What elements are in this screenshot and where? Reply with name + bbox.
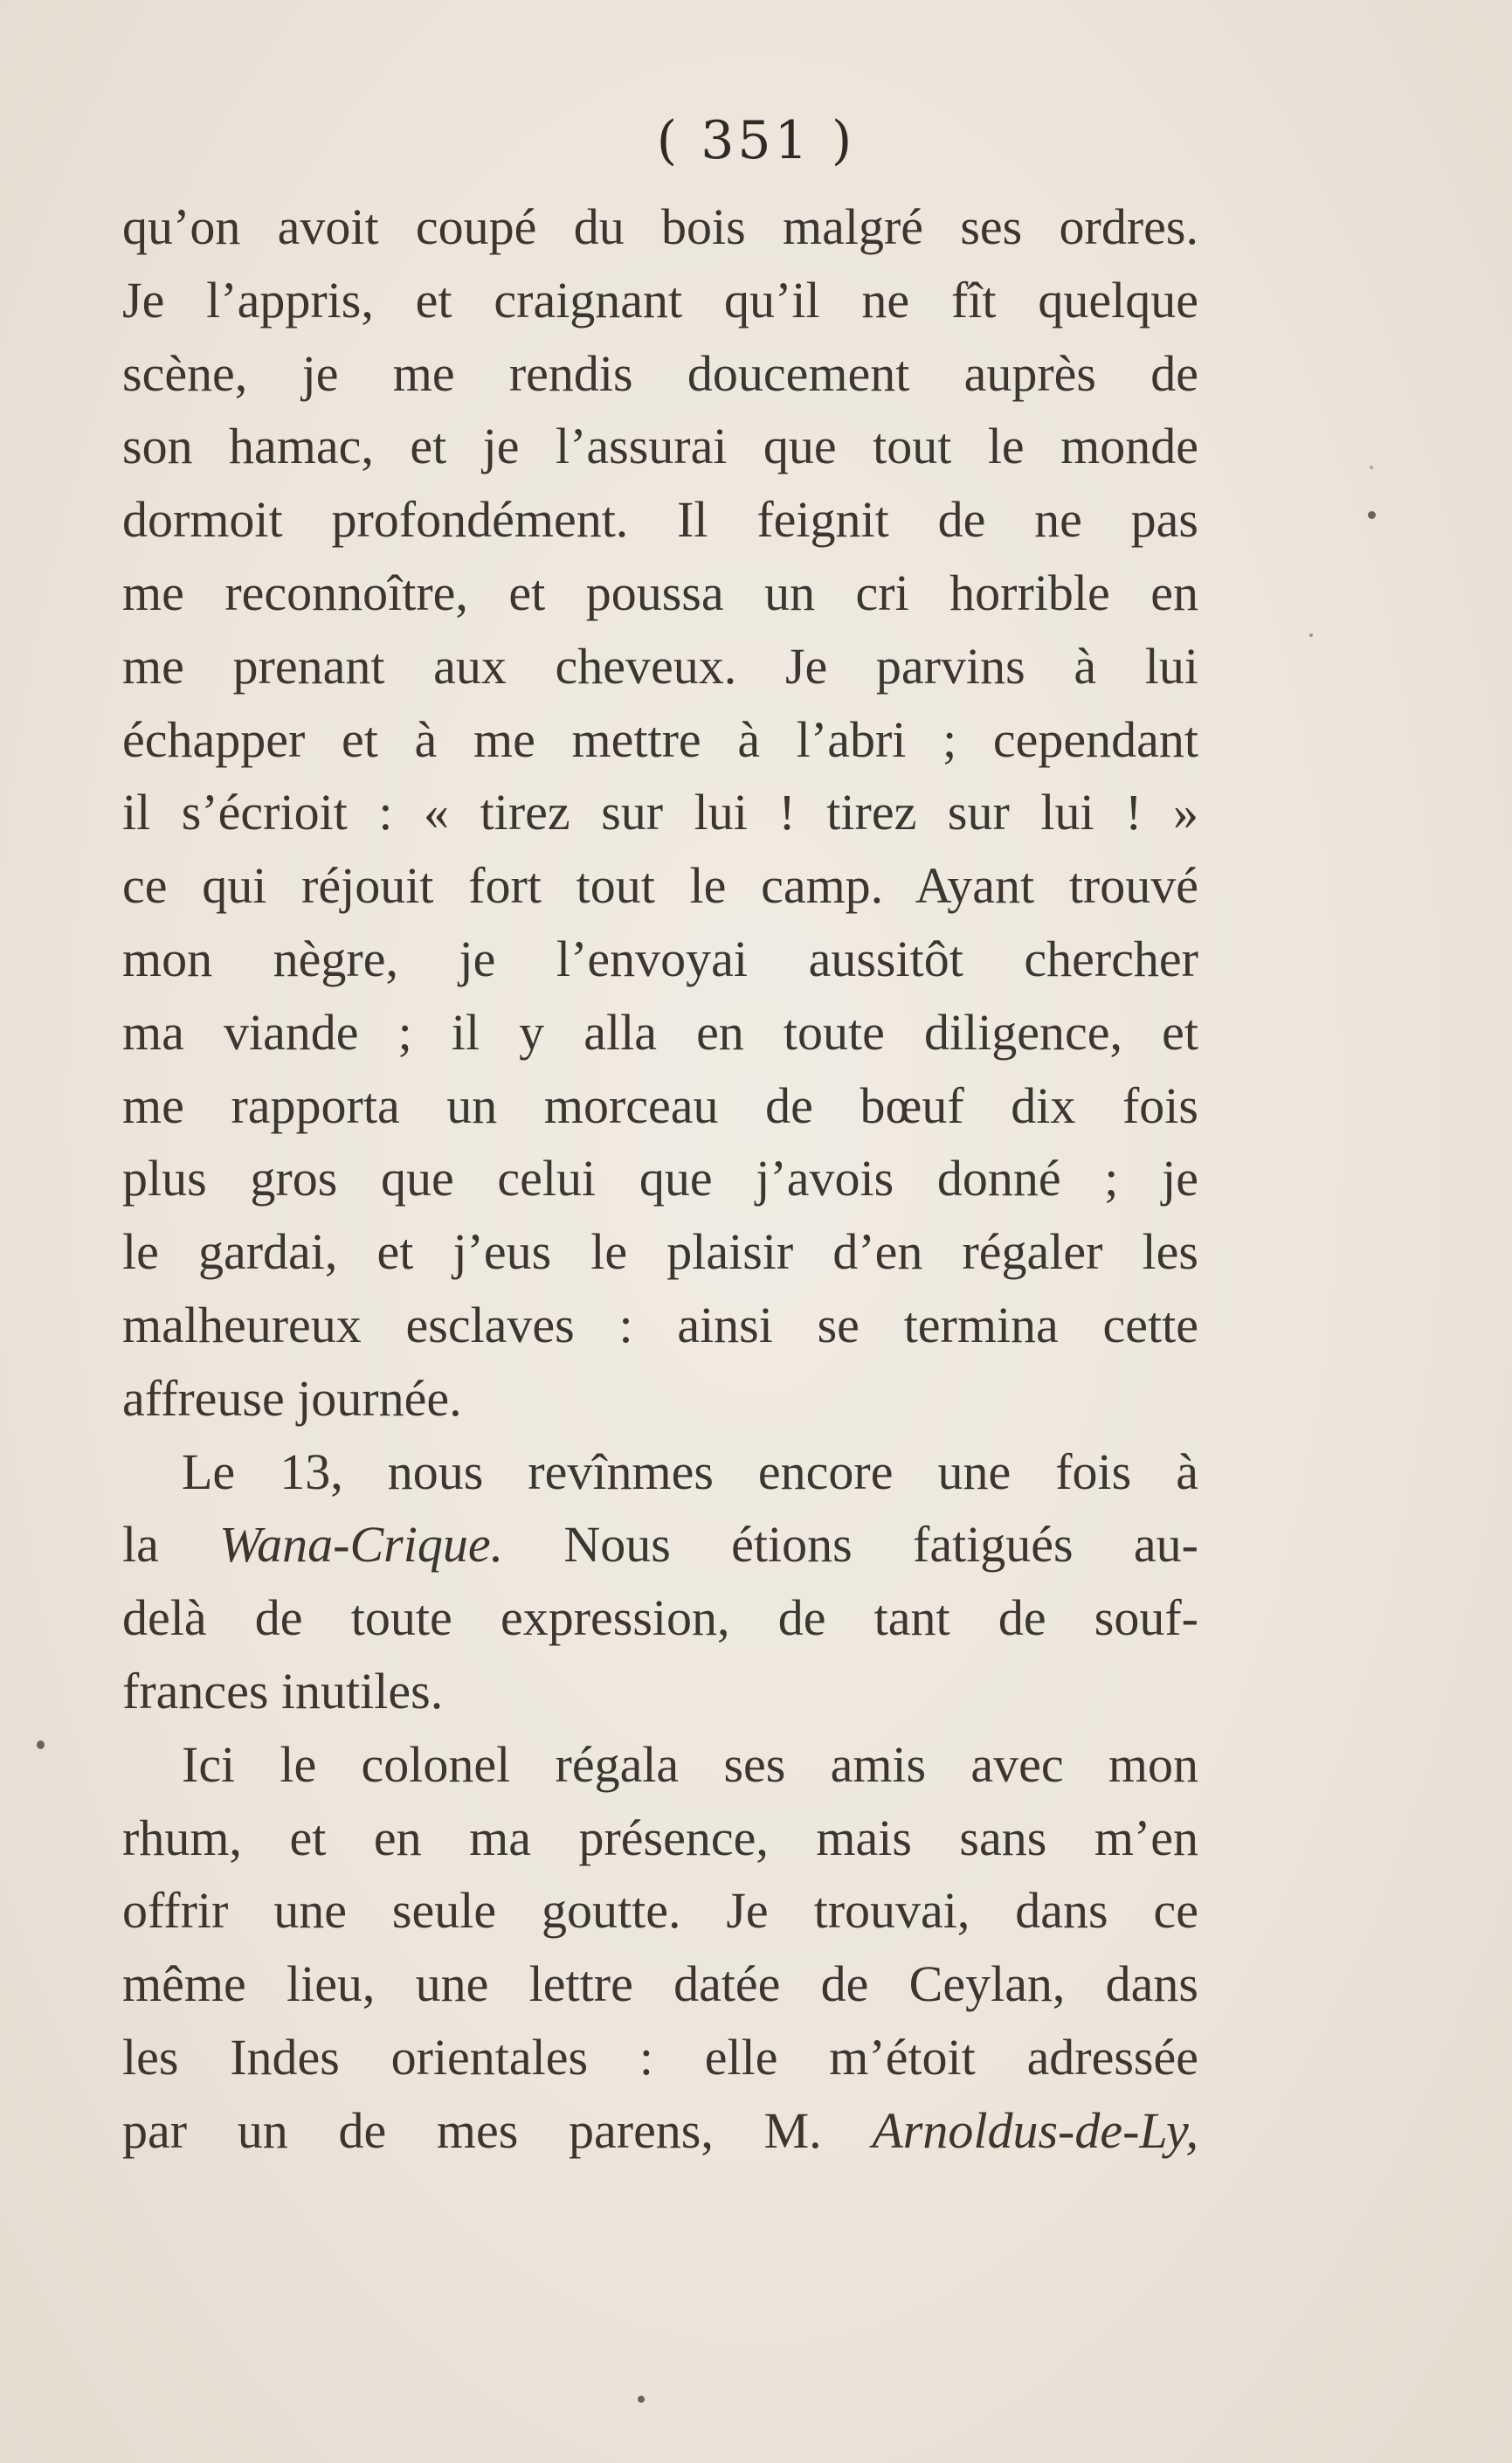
text-line: offrir une seule goutte. Je trouvai, dans ce <box>122 1882 1198 1940</box>
text-line: me rapporta un morceau de bœuf dix fois <box>122 1076 1198 1134</box>
paper-speck <box>37 1740 45 1749</box>
text-line: mon nègre, je l’envoyai aussitôt chercher <box>122 930 1198 987</box>
paper-speck <box>1370 466 1373 469</box>
text-line: scène, je me rendis doucement auprès de <box>122 344 1198 402</box>
paper-speck <box>1309 633 1313 637</box>
place-name: Wana-Crique. <box>219 1516 504 1574</box>
text-line: me reconnoître, et poussa un cri horrible en <box>122 564 1198 621</box>
text-line: qu’on avoit coupé du bois malgré ses ordres. <box>122 198 1198 255</box>
text-line: plus gros que celui que j’avois donné ; je <box>122 1150 1198 1207</box>
text-line: rhum, et en ma présence, mais sans m’en <box>122 1809 1198 1866</box>
text-line: Le 13, nous revînmes encore une fois à <box>182 1443 1198 1500</box>
text-line: affreuse journée. <box>122 1369 462 1427</box>
page-number: ( 351 ) <box>656 110 856 171</box>
text-line: Ici le colonel régala ses amis avec mon <box>182 1735 1198 1793</box>
text-line: ma viande ; il y alla en toute diligence, et <box>122 1003 1198 1061</box>
text-line: ce qui réjouit fort tout le camp. Ayant trouvé <box>122 857 1198 915</box>
text-line <box>122 2094 1198 2168</box>
text-line: même lieu, une lettre datée de Ceylan, dans <box>122 1955 1198 2013</box>
text-line: dormoit profondément. Il feignit de ne pas <box>122 491 1198 549</box>
text-line: les Indes orientales : elle m’étoit adressée <box>122 2028 1198 2086</box>
text-segment: la <box>122 1516 220 1574</box>
text-line: Je l’appris, et craignant qu’il ne fît quelque <box>122 271 1198 329</box>
text-line: le gardai, et j’eus le plaisir d’en régaler les <box>122 1223 1198 1281</box>
text-line <box>122 1508 1198 1581</box>
text-line: il s’écrioit : « tirez sur lui ! tirez sur lui ! » <box>122 784 1198 841</box>
text-line: frances inutiles. <box>122 1662 444 1719</box>
text-line: delà de toute expression, de tant de souf- <box>122 1589 1198 1647</box>
text-line: me prenant aux cheveux. Je parvins à lui <box>122 637 1198 695</box>
text-segment: Nous étions fatigués au- <box>503 1516 1198 1574</box>
text-line: malheureux esclaves : ainsi se termina cette <box>122 1296 1198 1353</box>
text-segment: par un de mes parens, M. <box>122 2101 873 2159</box>
person-name: Arnoldus-de-Ly, <box>872 2101 1198 2159</box>
body-text <box>122 190 1198 2168</box>
paper-speck <box>1368 511 1376 519</box>
text-line: échapper et à me mettre à l’abri ; cependant <box>122 710 1198 768</box>
text-line: son hamac, et je l’assurai que tout le monde <box>122 418 1198 475</box>
paper-speck <box>638 2396 645 2403</box>
